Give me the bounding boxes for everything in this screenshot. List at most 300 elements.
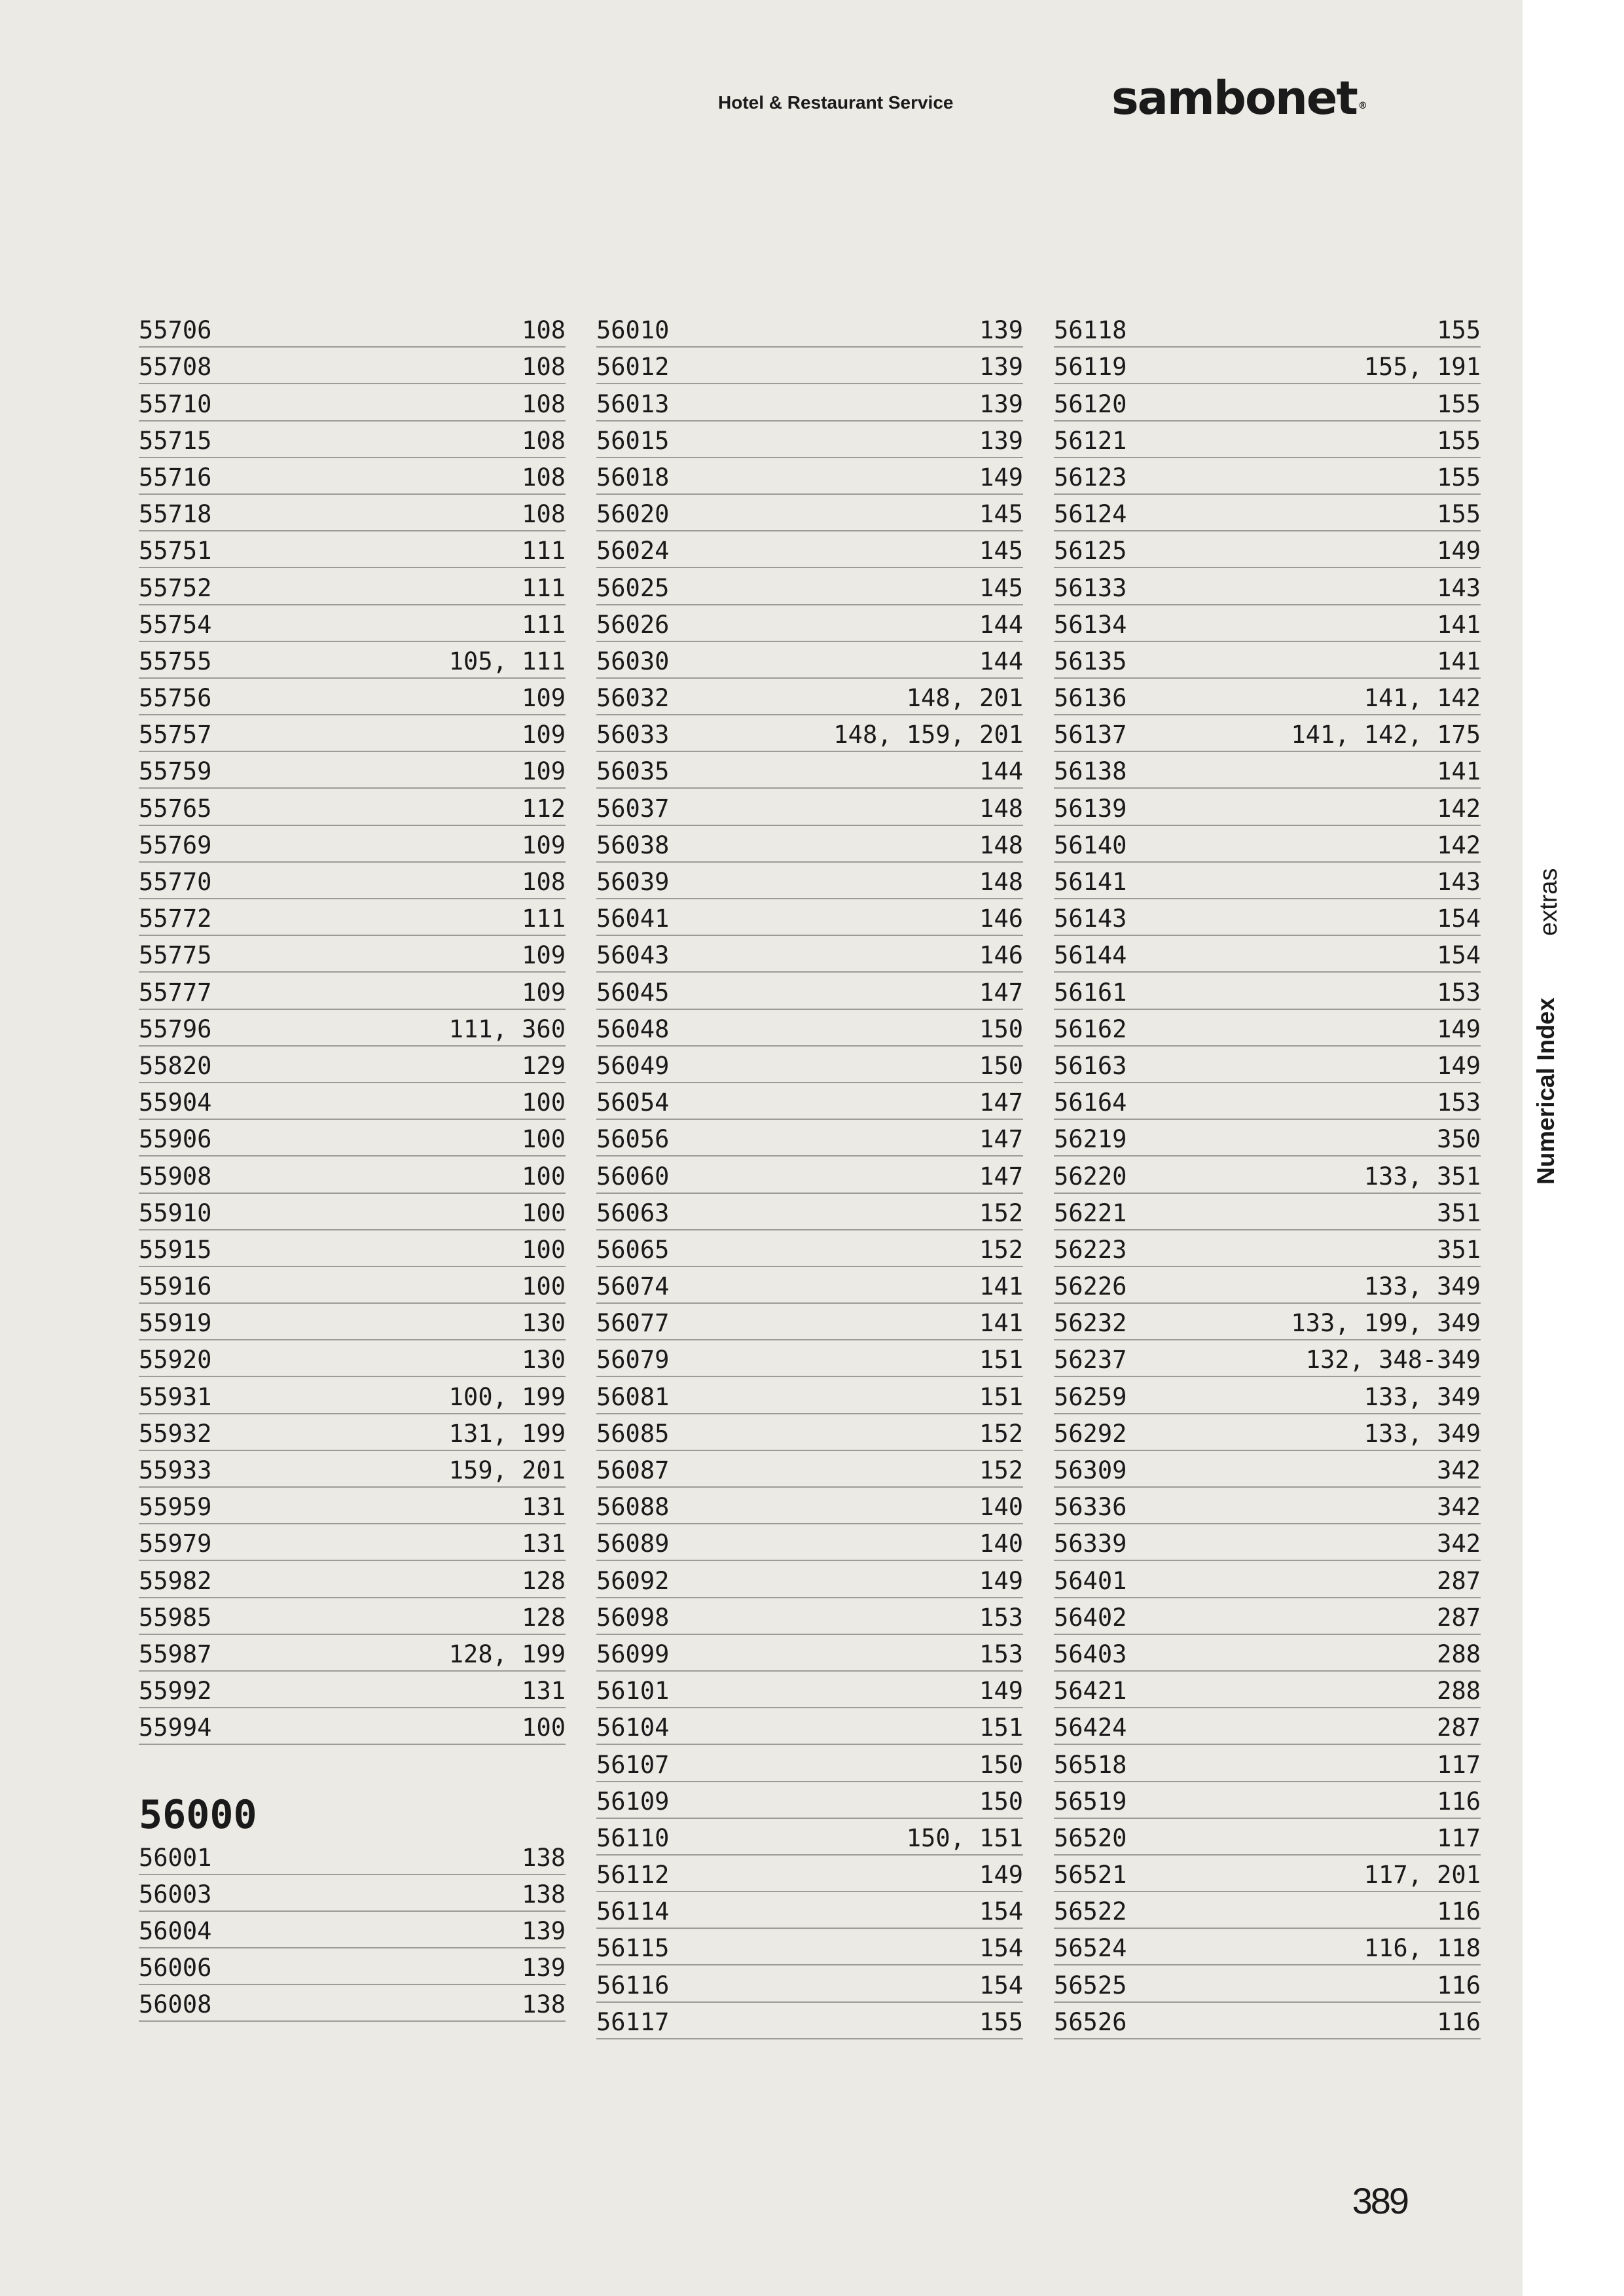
- item-code: 56136: [1054, 684, 1127, 713]
- item-code: 56221: [1054, 1198, 1127, 1227]
- index-row: [1054, 1340, 1481, 1377]
- page-references: 155: [1437, 316, 1481, 345]
- item-code: 56219: [1054, 1125, 1127, 1154]
- page-references: 109: [522, 941, 566, 970]
- index-row: [596, 495, 1023, 531]
- page-references: 342: [1437, 1493, 1481, 1522]
- item-code: 55979: [139, 1530, 212, 1558]
- page-references: 287: [1437, 1603, 1481, 1632]
- page-references: 150, 151: [906, 1823, 1023, 1852]
- index-row: [596, 863, 1023, 899]
- index-row: [1054, 1745, 1481, 1782]
- page-references: 351: [1437, 1235, 1481, 1264]
- page-references: 154: [979, 1897, 1023, 1926]
- index-row: [1054, 899, 1481, 936]
- item-code: 56141: [1054, 868, 1127, 896]
- index-row: [139, 1230, 566, 1267]
- page-references: 148: [979, 868, 1023, 896]
- index-row: [139, 1304, 566, 1340]
- item-code: 55920: [139, 1346, 212, 1374]
- item-code: 56020: [596, 500, 670, 529]
- index-row: [1054, 1782, 1481, 1819]
- index-row: [596, 1340, 1023, 1377]
- page-references: 141: [979, 1272, 1023, 1301]
- index-row: [596, 973, 1023, 1009]
- item-code: 56139: [1054, 794, 1127, 823]
- index-row: [1054, 1892, 1481, 1929]
- item-code: 56116: [596, 1971, 670, 2000]
- index-row: [139, 1875, 566, 1912]
- page-number: 389: [1352, 2180, 1407, 2221]
- page-references: 100: [522, 1713, 566, 1742]
- item-code: 56137: [1054, 721, 1127, 749]
- page-references: 111: [522, 537, 566, 565]
- index-row: [596, 1047, 1023, 1083]
- item-code: 56339: [1054, 1530, 1127, 1558]
- item-code: 55820: [139, 1051, 212, 1080]
- index-row: [596, 1267, 1023, 1304]
- page-references: 147: [979, 1125, 1023, 1154]
- item-code: 56065: [596, 1235, 670, 1264]
- item-code: 55910: [139, 1198, 212, 1227]
- index-row: [1054, 715, 1481, 752]
- item-code: 56237: [1054, 1346, 1127, 1374]
- page-references: 141: [1437, 610, 1481, 639]
- index-row: [1054, 495, 1481, 531]
- page-references: 139: [979, 353, 1023, 382]
- item-code: 55770: [139, 868, 212, 896]
- section-gap: [139, 1745, 566, 1783]
- page-references: 117: [1437, 1823, 1481, 1852]
- index-row: [139, 936, 566, 973]
- item-code: 56018: [596, 463, 670, 492]
- index-row: [139, 1010, 566, 1047]
- page-references: 150: [979, 1051, 1023, 1080]
- page-references: 133, 349: [1363, 1272, 1481, 1301]
- index-row: [1054, 568, 1481, 605]
- page-references: 128: [522, 1603, 566, 1632]
- index-row: [139, 1985, 566, 2022]
- item-code: 55992: [139, 1677, 212, 1706]
- page-references: 108: [522, 500, 566, 529]
- page-references: 141, 142, 175: [1291, 721, 1481, 749]
- index-row: [139, 1488, 566, 1524]
- item-code: 56003: [139, 1880, 212, 1909]
- item-code: 56001: [139, 1843, 212, 1872]
- page-references: 138: [522, 1990, 566, 2019]
- item-code: 56015: [596, 426, 670, 455]
- item-code: 56232: [1054, 1309, 1127, 1338]
- index-row: [596, 1782, 1023, 1819]
- page-references: 154: [1437, 941, 1481, 970]
- page-references: 149: [979, 463, 1023, 492]
- page-references: 155: [1437, 426, 1481, 455]
- page-references: 154: [979, 1934, 1023, 1963]
- index-row: [139, 1635, 566, 1672]
- item-code: 56033: [596, 721, 670, 749]
- page-references: 116: [1437, 1787, 1481, 1816]
- item-code: 55916: [139, 1272, 212, 1301]
- page-references: 154: [979, 1971, 1023, 2000]
- index-row: [1054, 1047, 1481, 1083]
- page-references: 144: [979, 757, 1023, 786]
- index-row: [596, 1965, 1023, 2002]
- page-references: 152: [979, 1235, 1023, 1264]
- item-code: 55919: [139, 1309, 212, 1338]
- item-code: 55775: [139, 941, 212, 970]
- page-references: 146: [979, 905, 1023, 933]
- item-code: 56063: [596, 1198, 670, 1227]
- item-code: 56087: [596, 1456, 670, 1484]
- item-code: 56525: [1054, 1971, 1127, 2000]
- item-code: 56038: [596, 831, 670, 859]
- item-code: 56099: [596, 1640, 670, 1668]
- index-row: [139, 1948, 566, 1985]
- item-code: 55715: [139, 426, 212, 455]
- item-code: 56024: [596, 537, 670, 565]
- index-row: [596, 1083, 1023, 1120]
- index-row: [139, 348, 566, 384]
- index-row: [139, 752, 566, 789]
- index-row: [139, 715, 566, 752]
- index-row: [596, 1488, 1023, 1524]
- index-row: [596, 348, 1023, 384]
- index-column-1: [139, 311, 566, 2022]
- item-code: 56081: [596, 1382, 670, 1411]
- page-references: 100: [522, 1198, 566, 1227]
- item-code: 56118: [1054, 316, 1127, 345]
- page-references: 150: [979, 1014, 1023, 1043]
- item-code: 55931: [139, 1382, 212, 1411]
- item-code: 55765: [139, 794, 212, 823]
- item-code: 56032: [596, 684, 670, 713]
- page-references: 149: [1437, 1014, 1481, 1043]
- page-references: 117: [1437, 1750, 1481, 1779]
- item-code: 55985: [139, 1603, 212, 1632]
- index-row: [139, 568, 566, 605]
- page-references: 155: [979, 2007, 1023, 2036]
- item-code: 56309: [1054, 1456, 1127, 1484]
- item-code: 56133: [1054, 573, 1127, 602]
- index-row: [596, 642, 1023, 679]
- page-references: 131: [522, 1677, 566, 1706]
- side-labels: [1507, 844, 1573, 1211]
- item-code: 56140: [1054, 831, 1127, 859]
- item-code: 56117: [596, 2007, 670, 2036]
- index-row: [139, 1340, 566, 1377]
- page-references: 133, 199, 349: [1291, 1309, 1481, 1338]
- index-row: [596, 1524, 1023, 1561]
- item-code: 55777: [139, 978, 212, 1007]
- item-code: 55906: [139, 1125, 212, 1154]
- item-code: 56037: [596, 794, 670, 823]
- page-references: 138: [522, 1880, 566, 1909]
- page-references: 350: [1437, 1125, 1481, 1154]
- item-code: 56403: [1054, 1640, 1127, 1668]
- index-row: [139, 1414, 566, 1451]
- page-references: 151: [979, 1382, 1023, 1411]
- index-row: [1054, 348, 1481, 384]
- page-references: 142: [1437, 831, 1481, 859]
- item-code: 56109: [596, 1787, 670, 1816]
- item-code: 56114: [596, 1897, 670, 1926]
- index-row: [139, 531, 566, 568]
- index-row: [1054, 863, 1481, 899]
- page-references: 142: [1437, 794, 1481, 823]
- page-references: 141, 142: [1363, 684, 1481, 713]
- index-row: [139, 863, 566, 899]
- index-row: [139, 384, 566, 421]
- page-references: 100: [522, 1235, 566, 1264]
- item-code: 55959: [139, 1493, 212, 1522]
- index-row: [596, 1157, 1023, 1193]
- item-code: 56049: [596, 1051, 670, 1080]
- index-row: [596, 422, 1023, 458]
- page-references: 151: [979, 1346, 1023, 1374]
- page-references: 150: [979, 1750, 1023, 1779]
- index-row: [139, 826, 566, 863]
- index-row: [1054, 1010, 1481, 1047]
- page-references: 149: [979, 1861, 1023, 1890]
- item-code: 55754: [139, 610, 212, 639]
- page-references: 152: [979, 1456, 1023, 1484]
- item-code: 56039: [596, 868, 670, 896]
- page-references: 148, 201: [906, 684, 1023, 713]
- page-references: 116, 118: [1363, 1934, 1481, 1963]
- item-code: 56223: [1054, 1235, 1127, 1264]
- item-code: 56162: [1054, 1014, 1127, 1043]
- index-column-3: [1054, 311, 1481, 2039]
- brand-name: sambonet: [1111, 71, 1357, 125]
- item-code: 56138: [1054, 757, 1127, 786]
- index-row: [1054, 1929, 1481, 1965]
- index-row: [596, 605, 1023, 642]
- page-references: 109: [522, 831, 566, 859]
- index-row: [1054, 1157, 1481, 1193]
- index-row: [596, 311, 1023, 348]
- page-references: 100: [522, 1088, 566, 1117]
- index-row: [596, 752, 1023, 789]
- item-code: 55756: [139, 684, 212, 713]
- page-references: 148: [979, 794, 1023, 823]
- page-references: 108: [522, 868, 566, 896]
- index-row: [1054, 1488, 1481, 1524]
- item-code: 56013: [596, 389, 670, 418]
- index-row: [1054, 1451, 1481, 1488]
- index-row: [139, 1047, 566, 1083]
- index-row: [1054, 752, 1481, 789]
- index-row: [596, 1010, 1023, 1047]
- index-row: [1054, 642, 1481, 679]
- page-references: 109: [522, 684, 566, 713]
- page-references: 144: [979, 610, 1023, 639]
- item-code: 56522: [1054, 1897, 1127, 1926]
- item-code: 55904: [139, 1088, 212, 1117]
- index-row: [139, 973, 566, 1009]
- index-row: [596, 1414, 1023, 1451]
- index-row: [1054, 1414, 1481, 1451]
- item-code: 56110: [596, 1823, 670, 1852]
- page-references: 108: [522, 316, 566, 345]
- item-code: 55708: [139, 353, 212, 382]
- brand-logo: [1111, 71, 1366, 126]
- index-row: [139, 642, 566, 679]
- item-code: 56079: [596, 1346, 670, 1374]
- page-references: 100: [522, 1125, 566, 1154]
- index-row: [139, 1120, 566, 1157]
- page-references: 141: [1437, 757, 1481, 786]
- index-row: [1054, 1230, 1481, 1267]
- item-code: 55915: [139, 1235, 212, 1264]
- item-code: 56056: [596, 1125, 670, 1154]
- index-row: [139, 1267, 566, 1304]
- item-code: 56041: [596, 905, 670, 933]
- page-references: 128, 199: [448, 1640, 566, 1668]
- page-references: 148: [979, 831, 1023, 859]
- index-row: [1054, 936, 1481, 973]
- page-references: 153: [1437, 1088, 1481, 1117]
- page-references: 139: [522, 1954, 566, 1982]
- item-code: 56518: [1054, 1750, 1127, 1779]
- page-references: 100: [522, 1162, 566, 1191]
- index-label: Numerical Index: [1532, 997, 1559, 1185]
- index-row: [139, 1194, 566, 1230]
- index-row: [596, 384, 1023, 421]
- page-references: 147: [979, 1162, 1023, 1191]
- page-references: 152: [979, 1198, 1023, 1227]
- item-code: 56035: [596, 757, 670, 786]
- page-references: 131: [522, 1530, 566, 1558]
- page-references: 130: [522, 1346, 566, 1374]
- item-code: 56520: [1054, 1823, 1127, 1852]
- item-code: 56098: [596, 1603, 670, 1632]
- index-row: [1054, 458, 1481, 495]
- index-row: [139, 1708, 566, 1745]
- index-row: [596, 1598, 1023, 1635]
- page-references: 100, 199: [448, 1382, 566, 1411]
- item-code: 55755: [139, 647, 212, 675]
- page-references: 108: [522, 463, 566, 492]
- index-row: [1054, 1635, 1481, 1672]
- index-row: [596, 1672, 1023, 1708]
- index-row: [596, 936, 1023, 973]
- page-references: 145: [979, 573, 1023, 602]
- page-references: 153: [1437, 978, 1481, 1007]
- index-row: [1054, 826, 1481, 863]
- index-row: [139, 679, 566, 715]
- page-references: 287: [1437, 1713, 1481, 1742]
- page-references: 133, 349: [1363, 1382, 1481, 1411]
- page-references: 109: [522, 978, 566, 1007]
- page-references: 155: [1437, 389, 1481, 418]
- index-row: [139, 1377, 566, 1414]
- index-row: [139, 899, 566, 936]
- index-row: [596, 1120, 1023, 1157]
- index-row: [596, 531, 1023, 568]
- page-references: 139: [522, 1916, 566, 1945]
- page-references: 149: [1437, 537, 1481, 565]
- page-references: 108: [522, 389, 566, 418]
- page-references: 139: [979, 426, 1023, 455]
- item-code: 55759: [139, 757, 212, 786]
- item-code: 56292: [1054, 1419, 1127, 1448]
- item-code: 56119: [1054, 353, 1127, 382]
- index-row: [596, 1745, 1023, 1782]
- item-code: 56521: [1054, 1861, 1127, 1890]
- item-code: 56134: [1054, 610, 1127, 639]
- item-code: 56092: [596, 1566, 670, 1595]
- page-references: 149: [979, 1677, 1023, 1706]
- index-row: [596, 1892, 1023, 1929]
- index-row: [139, 1838, 566, 1874]
- item-code: 56135: [1054, 647, 1127, 675]
- page-references: 342: [1437, 1530, 1481, 1558]
- page-references: 116: [1437, 2007, 1481, 2036]
- page-references: 108: [522, 353, 566, 382]
- index-row: [596, 1635, 1023, 1672]
- index-row: [139, 495, 566, 531]
- index-row: [1054, 1120, 1481, 1157]
- item-code: 56124: [1054, 500, 1127, 529]
- item-code: 56424: [1054, 1713, 1127, 1742]
- page-references: 155: [1437, 463, 1481, 492]
- page-references: 148, 159, 201: [833, 721, 1023, 749]
- index-row: [596, 1194, 1023, 1230]
- page-references: 117, 201: [1363, 1861, 1481, 1890]
- index-row: [139, 1912, 566, 1948]
- index-row: [1054, 973, 1481, 1009]
- section-heading: 56000: [139, 1792, 257, 1839]
- page-references: 147: [979, 978, 1023, 1007]
- page-references: 153: [979, 1603, 1023, 1632]
- page-references: 111: [522, 573, 566, 602]
- page-references: 150: [979, 1787, 1023, 1816]
- page-references: 141: [1437, 647, 1481, 675]
- item-code: 56101: [596, 1677, 670, 1706]
- index-row: [596, 1819, 1023, 1856]
- page-references: 154: [1437, 905, 1481, 933]
- index-row: [139, 1083, 566, 1120]
- item-code: 56526: [1054, 2007, 1127, 2036]
- index-row: [1054, 1377, 1481, 1414]
- item-code: 55933: [139, 1456, 212, 1484]
- item-code: 56112: [596, 1861, 670, 1890]
- index-row: [1054, 1856, 1481, 1892]
- index-row: [596, 1377, 1023, 1414]
- page-references: 342: [1437, 1456, 1481, 1484]
- item-code: 56421: [1054, 1677, 1127, 1706]
- index-row: [139, 1524, 566, 1561]
- index-row: [596, 458, 1023, 495]
- item-code: 55772: [139, 905, 212, 933]
- page-references: 100: [522, 1272, 566, 1301]
- index-row: [1054, 311, 1481, 348]
- index-row: [1054, 679, 1481, 715]
- index-row: [596, 1856, 1023, 1892]
- page-references: 111: [522, 905, 566, 933]
- item-code: 55716: [139, 463, 212, 492]
- item-code: 56123: [1054, 463, 1127, 492]
- item-code: 56006: [139, 1954, 212, 1982]
- item-code: 56161: [1054, 978, 1127, 1007]
- page-references: 128: [522, 1566, 566, 1595]
- index-row: [596, 2003, 1023, 2039]
- index-row: [139, 1157, 566, 1193]
- page-references: 108: [522, 426, 566, 455]
- page-references: 155, 191: [1363, 353, 1481, 382]
- page-references: 109: [522, 757, 566, 786]
- index-row: [139, 605, 566, 642]
